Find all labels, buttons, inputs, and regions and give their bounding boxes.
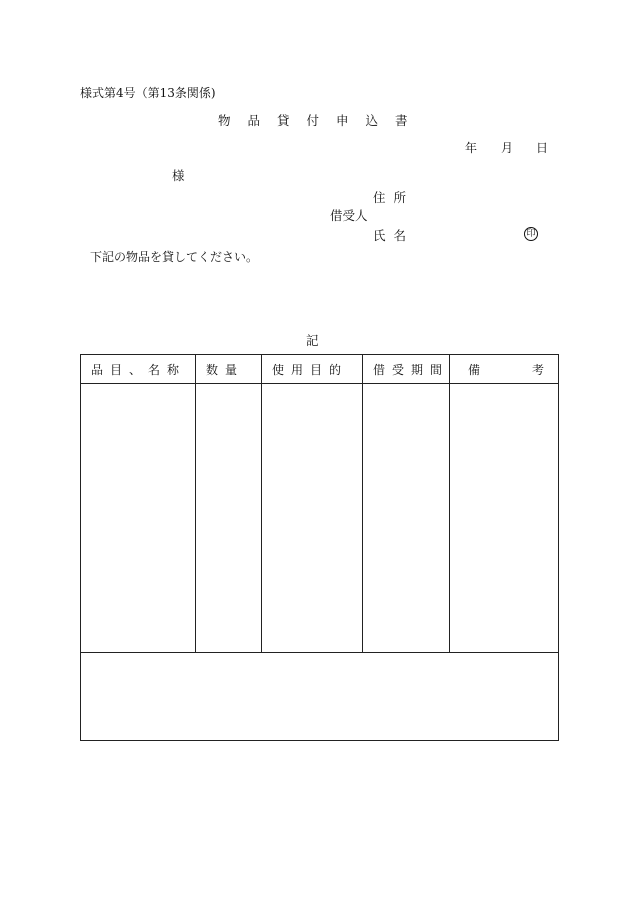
cell-notes[interactable]: [81, 653, 559, 741]
seal-icon: [524, 227, 538, 241]
borrower-label: 借受人: [330, 208, 368, 223]
table-row: [81, 384, 559, 653]
date-day-label: 日: [536, 141, 549, 155]
date-month-label: 月: [501, 141, 514, 155]
address-label: 住所: [373, 190, 415, 205]
seal-mark-text: 印: [526, 228, 536, 239]
cell-purpose[interactable]: [262, 384, 363, 653]
header-item-name: 品目、名称: [81, 355, 196, 384]
header-remarks-char-2: 考: [532, 362, 545, 377]
date-year-label: 年: [465, 141, 478, 155]
header-remarks-char-1: 備: [468, 362, 481, 377]
request-statement: 下記の物品を貸してください。: [90, 250, 259, 264]
cell-item-name[interactable]: [81, 384, 196, 653]
ki-heading: 記: [306, 333, 319, 348]
table-header-row: [81, 355, 559, 384]
table-note-row: [81, 653, 559, 741]
items-table: [80, 354, 559, 741]
cell-remarks[interactable]: [450, 384, 559, 653]
header-purpose: 使用目的: [262, 355, 363, 384]
document-title: 物品貸付申込書: [218, 113, 425, 128]
header-remarks: [450, 355, 559, 384]
cell-quantity[interactable]: [196, 384, 262, 653]
form-number: 様式第4号（第13条関係): [80, 86, 216, 100]
name-label: 氏名: [373, 228, 415, 243]
header-quantity: 数量: [196, 355, 262, 384]
addressee-honorific: 様: [172, 168, 185, 183]
header-period: 借受期間: [363, 355, 450, 384]
cell-period[interactable]: [363, 384, 450, 653]
